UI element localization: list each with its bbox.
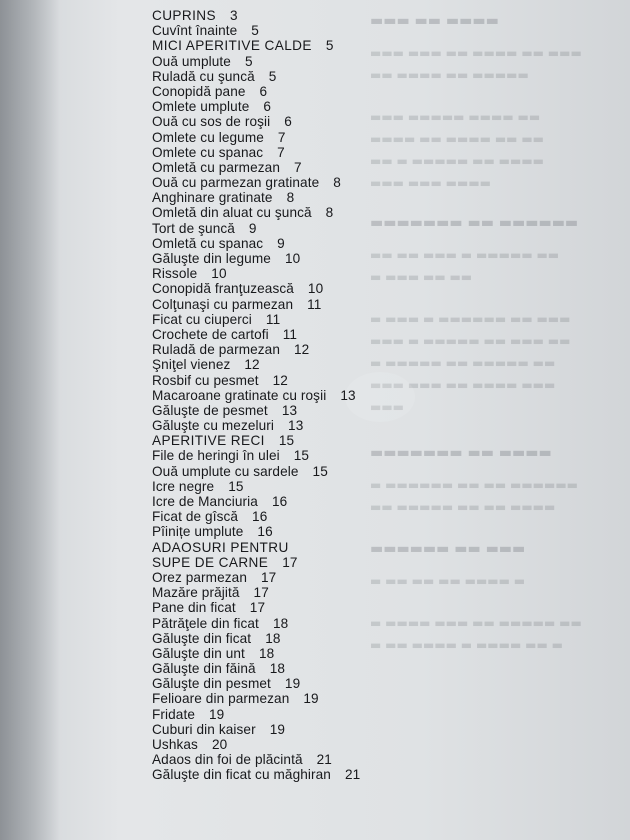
toc-entry-title: Găluşte cu mezeluri bbox=[152, 418, 275, 434]
toc-entry-title: Ouă cu parmezan gratinate bbox=[152, 175, 320, 191]
toc-entry bbox=[152, 160, 602, 175]
toc-entry-title: CUPRINS bbox=[152, 8, 216, 23]
toc-entry-page: 5 bbox=[244, 53, 253, 69]
toc-entry bbox=[152, 236, 602, 251]
toc-section-heading bbox=[152, 8, 602, 23]
toc-entry bbox=[152, 251, 602, 266]
toc-entry-page: 5 bbox=[251, 23, 259, 39]
toc-entry-title: Găluşte din ficat bbox=[152, 630, 252, 646]
toc-entry bbox=[152, 342, 602, 357]
toc-entry-page: 11 bbox=[265, 311, 281, 327]
toc-entry-page: 16 bbox=[257, 524, 273, 540]
toc-entry bbox=[152, 707, 602, 722]
toc-entry-title: Mazăre prăjită bbox=[152, 585, 240, 601]
toc-entry bbox=[152, 373, 602, 388]
toc-entry-title: MICI APERITIVE CALDE bbox=[152, 38, 312, 54]
toc-entry bbox=[152, 448, 602, 463]
toc-entry-page: 9 bbox=[248, 220, 257, 236]
toc-entry bbox=[152, 616, 602, 631]
toc-entry-title: Icre negre bbox=[152, 478, 215, 494]
toc-entry-page: 19 bbox=[284, 676, 301, 692]
toc-entry-title: Ficat cu ciuperci bbox=[152, 311, 252, 327]
toc-entry bbox=[152, 145, 602, 160]
toc-entry-page: 11 bbox=[282, 326, 298, 342]
toc-entry-title: Ouă umplute cu sardele bbox=[152, 463, 299, 479]
toc-entry bbox=[152, 327, 602, 342]
toc-entry-page: 17 bbox=[249, 600, 266, 616]
toc-entry bbox=[152, 99, 602, 114]
toc-entry-title: Ruladă de parmezan bbox=[152, 342, 281, 358]
toc-entry-title: Conopidă pane bbox=[152, 83, 246, 99]
toc-entry bbox=[152, 585, 602, 600]
bleed-through-text: ▬▬▬ ▬▬ ▬▬▬▬ ▬▬▬ ▬▬▬ ▬▬ ▬▬▬▬ ▬▬ ▬▬▬ ▬▬ ▬▬▬▬ ▬▬ ▬▬▬▬▬ ▬▬▬ ▬▬▬▬▬ ▬▬▬▬ ▬▬ ▬▬▬▬ ▬▬ ▬▬▬▬ ▬▬ ▬▬ ▬▬ ▬ ▬▬▬▬▬ ▬▬ ▬▬▬▬ ▬▬▬ ▬▬▬ ▬▬▬▬ ▬▬▬▬▬▬▬ ▬▬ ▬▬▬▬▬▬ ▬▬ ▬▬ ▬▬▬ ▬ ▬▬▬▬▬ ▬▬ ▬ ▬▬▬ ▬▬ ▬▬ ▬ ▬▬▬ ▬ ▬▬▬▬▬▬ ▬▬ ▬▬▬ ▬▬▬ ▬ ▬▬▬▬▬ ▬▬ ▬▬▬ ▬▬ ▬ ▬▬▬▬▬ ▬▬ ▬▬▬▬▬ ▬▬ ▬▬▬ ▬▬▬ ▬▬ ▬▬▬▬ ▬▬▬ ▬▬▬ ▬▬▬▬▬▬▬ ▬▬ ▬▬▬▬ ▬ ▬▬▬▬▬▬ ▬▬ ▬▬ ▬▬▬▬▬▬ ▬▬ ▬▬▬▬▬ ▬▬ ▬▬ ▬▬▬▬ ▬▬▬▬▬▬ ▬▬ ▬▬▬ ▬ ▬▬ ▬▬ ▬▬ ▬▬▬▬ ▬ ▬ ▬▬▬▬ ▬▬▬ ▬▬ ▬▬▬▬▬ ▬▬ ▬ ▬▬ ▬▬▬▬ ▬ ▬▬▬▬ ▬▬ ▬ bbox=[370, 13, 582, 652]
toc-section-heading bbox=[152, 433, 602, 448]
toc-entry bbox=[152, 190, 602, 205]
toc-entry-title: Omletă cu parmezan bbox=[152, 159, 280, 175]
toc-entry-page: 17 bbox=[260, 569, 277, 585]
toc-entry-title: Pane din ficat bbox=[152, 600, 236, 616]
toc-entry-page: 7 bbox=[277, 144, 285, 160]
toc-entry-title: Crochete de cartofi bbox=[152, 326, 269, 342]
toc-entry-title: Omlete umplute bbox=[152, 99, 250, 115]
toc-entry-page: 18 bbox=[269, 661, 286, 677]
toc-entry bbox=[152, 388, 602, 403]
toc-entry-page: 17 bbox=[253, 585, 269, 601]
toc-entry-page: 12 bbox=[244, 357, 260, 373]
toc-entry-title: Omlete cu spanac bbox=[152, 144, 264, 160]
toc-entry-title: Felioare din parmezan bbox=[152, 691, 290, 707]
toc-entry bbox=[152, 767, 602, 782]
toc-entry bbox=[152, 570, 602, 585]
toc-entry-page: 19 bbox=[303, 691, 319, 707]
toc-entry-page: 13 bbox=[340, 387, 356, 403]
toc-entry-page: 6 bbox=[284, 114, 292, 130]
toc-entry-page: 13 bbox=[281, 402, 298, 418]
toc-entry-title: Orez parmezan bbox=[152, 569, 247, 585]
toc-section-heading bbox=[152, 38, 602, 53]
toc-entry-page: 18 bbox=[272, 615, 289, 631]
toc-entry-page: 12 bbox=[272, 372, 288, 388]
toc-section-heading bbox=[152, 540, 602, 555]
table-of-contents bbox=[152, 8, 602, 783]
toc-entry bbox=[152, 266, 602, 281]
toc-entry-title: Omlete cu legume bbox=[152, 129, 264, 145]
toc-entry-page: 19 bbox=[269, 721, 286, 737]
toc-entry bbox=[152, 661, 602, 676]
toc-entry bbox=[152, 646, 602, 661]
toc-entry-page: 18 bbox=[258, 645, 275, 661]
toc-entry bbox=[152, 175, 602, 190]
toc-entry-title: Ouă cu sos de roşii bbox=[152, 114, 271, 130]
toc-entry-page: 15 bbox=[312, 463, 328, 479]
toc-entry-page: 15 bbox=[293, 448, 310, 464]
toc-entry bbox=[152, 494, 602, 509]
toc-entry bbox=[152, 297, 602, 312]
toc-entry-title: Cuburi din kaiser bbox=[152, 721, 256, 737]
toc-entry-page: 5 bbox=[268, 68, 277, 84]
toc-entry bbox=[152, 281, 602, 296]
toc-entry-title: Rosbif cu pesmet bbox=[152, 372, 259, 388]
toc-entry bbox=[152, 600, 602, 615]
toc-entry bbox=[152, 524, 602, 539]
toc-entry-title: Conopidă franţuzească bbox=[152, 281, 294, 297]
toc-entry-page: 13 bbox=[288, 418, 304, 434]
toc-entry-title: Rissole bbox=[152, 266, 198, 282]
toc-entry-page: 20 bbox=[211, 737, 228, 752]
toc-entry-page: 21 bbox=[316, 752, 332, 768]
toc-entry bbox=[152, 691, 602, 706]
toc-entry-title: Omletă din aluat cu şuncă bbox=[152, 205, 312, 221]
toc-entry-title: Găluşte din unt bbox=[152, 645, 245, 661]
toc-entry-page: 11 bbox=[307, 296, 322, 312]
toc-entry-title: Găluşte de pesmet bbox=[152, 402, 268, 418]
toc-entry-title: Ruladă cu şuncă bbox=[152, 68, 255, 84]
toc-entry-page: 21 bbox=[344, 767, 361, 783]
toc-entry bbox=[152, 114, 602, 129]
toc-entry bbox=[152, 84, 602, 99]
toc-entry-page: 16 bbox=[252, 509, 268, 525]
toc-entry-title: Ficat de gîscă bbox=[152, 509, 239, 525]
toc-entry-title: Tort de şuncă bbox=[152, 220, 235, 236]
toc-entry-page: 18 bbox=[265, 630, 281, 646]
toc-entry-page: 7 bbox=[277, 129, 286, 145]
toc-entry bbox=[152, 752, 602, 767]
toc-entry-page: 6 bbox=[263, 99, 272, 115]
toc-entry bbox=[152, 631, 602, 646]
toc-entry bbox=[152, 69, 602, 84]
toc-entry-page: 8 bbox=[333, 175, 341, 191]
toc-entry-title: Omletă cu spanac bbox=[152, 235, 264, 251]
toc-entry bbox=[152, 312, 602, 327]
toc-entry-title: ADAOSURI PENTRU bbox=[152, 539, 289, 555]
toc-entry-title: File de heringi în ulei bbox=[152, 448, 280, 464]
toc-entry-page: 7 bbox=[293, 159, 302, 175]
toc-entry-title: Fridate bbox=[152, 706, 196, 722]
toc-entry bbox=[152, 509, 602, 524]
toc-entry-page: 5 bbox=[325, 38, 334, 54]
toc-entry-page: 15 bbox=[278, 433, 295, 449]
toc-entry bbox=[152, 130, 602, 145]
toc-entry-page: 17 bbox=[282, 554, 298, 570]
toc-entry-title: Adaos din foi de plăcintă bbox=[152, 752, 303, 768]
toc-entry bbox=[152, 737, 602, 752]
toc-entry bbox=[152, 418, 602, 433]
toc-entry-page: 12 bbox=[294, 342, 310, 358]
toc-entry-title: Găluşte din pesmet bbox=[152, 676, 271, 692]
toc-entry-page: 3 bbox=[229, 8, 238, 23]
toc-entry bbox=[152, 205, 602, 220]
toc-entry-title: APERITIVE RECI bbox=[152, 433, 265, 449]
toc-entry-page: 8 bbox=[325, 205, 334, 221]
toc-entry bbox=[152, 479, 602, 494]
toc-entry-page: 9 bbox=[277, 235, 285, 251]
toc-entry bbox=[152, 221, 602, 236]
toc-entry bbox=[152, 23, 602, 38]
toc-entry bbox=[152, 357, 602, 372]
toc-entry-title: Colţunaşi cu parmezan bbox=[152, 296, 294, 312]
toc-entry-title: Pătrăţele din ficat bbox=[152, 615, 259, 631]
toc-entry-page: 10 bbox=[284, 251, 301, 266]
toc-entry bbox=[152, 722, 602, 737]
toc-entry bbox=[152, 403, 602, 418]
toc-entry-title: SUPE DE CARNE bbox=[152, 554, 269, 570]
toc-entry-page: 8 bbox=[286, 190, 295, 206]
toc-entry-title: Anghinare gratinate bbox=[152, 190, 273, 206]
toc-entry-title: Găluşte din ficat cu măghiran bbox=[152, 767, 331, 783]
toc-entry-title: Ushkas bbox=[152, 737, 198, 752]
toc-entry-title: Găluşte din legume bbox=[152, 251, 271, 266]
toc-entry-page: 6 bbox=[259, 83, 268, 99]
toc-entry-title: Icre de Manciuria bbox=[152, 494, 258, 509]
toc-entry-title: Şniţel vienez bbox=[152, 357, 231, 373]
toc-entry-page: 15 bbox=[228, 478, 244, 494]
toc-entry-title: Pîinițe umplute bbox=[152, 524, 244, 540]
toc-entry-title: Cuvînt înainte bbox=[152, 23, 238, 39]
toc-section-heading bbox=[152, 555, 602, 570]
toc-entry-page: 10 bbox=[211, 266, 227, 282]
toc-entry bbox=[152, 54, 602, 69]
toc-entry-page: 10 bbox=[307, 281, 324, 297]
toc-entry-page: 19 bbox=[209, 706, 225, 722]
toc-entry-title: Găluşte din făină bbox=[152, 661, 256, 677]
toc-entry-title: Macaroane gratinate cu roşii bbox=[152, 387, 327, 403]
toc-entry bbox=[152, 464, 602, 479]
toc-entry-title: Ouă umplute bbox=[152, 53, 231, 69]
toc-entry bbox=[152, 676, 602, 691]
toc-entry-page: 16 bbox=[271, 494, 288, 509]
page-gutter-shadow bbox=[0, 0, 60, 840]
